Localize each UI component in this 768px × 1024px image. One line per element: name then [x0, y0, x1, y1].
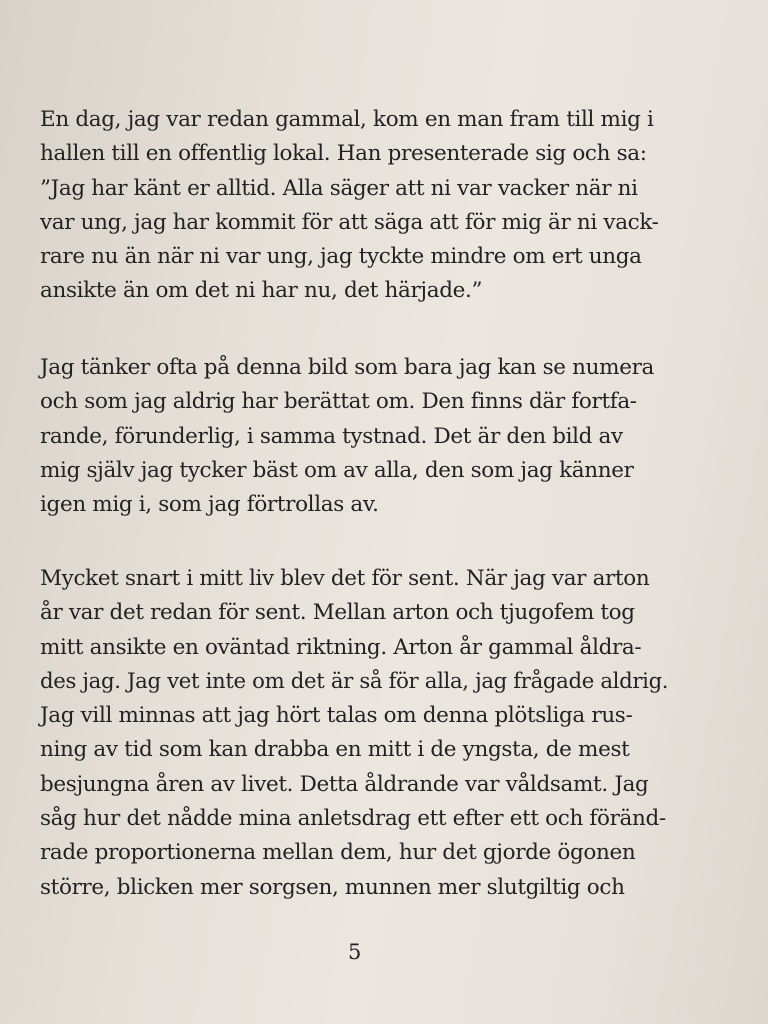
page-number: 5	[348, 940, 362, 964]
text-line: besjungna åren av livet. Detta åldrande var våldsamt. Jag	[40, 771, 649, 797]
paragraph-3	[40, 562, 680, 905]
text-line: rare nu än när ni var ung, jag tyckte mindre om ert unga	[40, 244, 642, 270]
text-line: Mycket snart i mitt liv blev det för sent. När jag var arton	[40, 566, 650, 591]
paragraph-1	[40, 103, 680, 309]
text-line: Jag vill minnas att jag hört talas om denna plötsliga rus-	[40, 703, 633, 729]
text-line: mitt ansikte en oväntad riktning. Arton år gammal åldra-	[40, 634, 642, 660]
text-line: mig själv jag tycker bäst om av alla, den som jag känner	[40, 457, 634, 483]
text-line: såg hur det nådde mina anletsdrag ett efter ett och föränd-	[40, 806, 666, 832]
text-line: Jag tänker ofta på denna bild som bara jag kan se numera	[40, 355, 654, 380]
text-line: ning av tid som kan drabba en mitt i de yngsta, de mest	[40, 737, 630, 763]
text-line: var ung, jag har kommit för att säga att för mig är ni vack-	[40, 209, 659, 235]
text-line: ansikte än om det ni har nu, det härjade.”	[40, 278, 483, 304]
text-line: större, blicken mer sorgsen, munnen mer slutgiltig och	[40, 874, 625, 900]
text-line: En dag, jag var redan gammal, kom en man fram till mig i	[40, 107, 654, 132]
text-line: ”Jag har känt er alltid. Alla säger att ni var vacker när ni	[40, 175, 638, 201]
text-line: des jag. Jag vet inte om det är så för alla, jag frågade aldrig.	[40, 668, 669, 694]
text-line: igen mig i, som jag förtrollas av.	[40, 492, 379, 518]
text-line: rade proportionerna mellan dem, hur det gjorde ögonen	[40, 840, 636, 866]
paragraph-2	[40, 351, 680, 522]
text-line: hallen till en offentlig lokal. Han presenterade sig och sa:	[40, 141, 647, 167]
text-line: år var det redan för sent. Mellan arton och tjugofem tog	[40, 600, 635, 626]
text-line: rande, förunderlig, i samma tystnad. Det är den bild av	[40, 423, 623, 449]
text-line: och som jag aldrig har berättat om. Den finns där fortfa-	[40, 389, 637, 415]
